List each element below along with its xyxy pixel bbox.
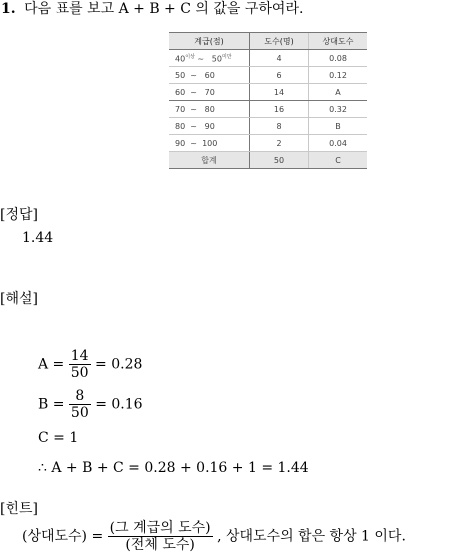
fraction-b: $\frac{8}{50}$ [70, 388, 89, 421]
frequency: 8 [250, 118, 309, 135]
table-row [169, 101, 367, 118]
frequency: 4 [250, 50, 309, 67]
relative-frequency: 0.32 [309, 101, 368, 118]
question-number: 1. [1, 1, 16, 17]
answer-label: [정답] [0, 207, 38, 223]
table-row [169, 118, 367, 135]
solution-c-equation: C = 1 [38, 430, 79, 446]
relative-frequency: 0.08 [309, 50, 368, 67]
solution-sum-equation: ∴ A + B + C = 0.28 + 0.16 + 1 = 1.44 [38, 460, 309, 476]
frequency: 6 [250, 67, 309, 84]
frequency: 14 [250, 84, 309, 101]
total-frequency: 50 [250, 152, 309, 169]
question [1, 0, 303, 18]
answer-value: 1.44 [22, 230, 54, 246]
class-range: 50 ~ 60 [169, 67, 250, 84]
hint-fraction: $\frac{\text{(그 계급의 도수)}}{\text{(전체 도수)}}$ [109, 520, 211, 553]
frequency-table [169, 32, 367, 169]
table-row [169, 135, 367, 152]
class-range: 60 ~ 70 [169, 84, 250, 101]
header-class: 계급(점) [169, 33, 250, 50]
fraction-a: $\frac{14}{50}$ [70, 348, 89, 381]
class-range: 80 ~ 90 [169, 118, 250, 135]
solution-label: [해설] [0, 291, 38, 307]
table-header-row [169, 33, 367, 50]
header-relative-frequency: 상대도수 [309, 33, 368, 50]
table-row [169, 50, 367, 67]
relative-frequency: 0.04 [309, 135, 368, 152]
hint-formula: (상대도수) = $\frac{\text{(그 계급의 도수)}}{\text{(전체 도수)}}$ , 상대도수의 합은 항상 1 이다. [22, 520, 406, 553]
solution-b-equation: B = $\frac{8}{50}$ = 0.16 [38, 388, 143, 421]
header-frequency: 도수(명) [250, 33, 309, 50]
table-row [169, 84, 367, 101]
relative-frequency: 0.12 [309, 67, 368, 84]
class-range: 70 ~ 80 [169, 101, 250, 118]
table-total-row [169, 152, 367, 169]
frequency: 16 [250, 101, 309, 118]
frequency: 2 [250, 135, 309, 152]
solution-a-equation: A = $\frac{14}{50}$ = 0.28 [38, 348, 143, 381]
class-range: 90 ~ 100 [169, 135, 250, 152]
class-range: $40^{이상}$ ~ $50^{미만}$ [169, 50, 250, 67]
relative-frequency: A [309, 84, 368, 101]
relative-frequency: B [309, 118, 368, 135]
question-text: 다음 표를 보고 A + B + C 의 값을 구하여라. [24, 1, 304, 17]
hint-label: [힌트] [0, 501, 38, 517]
table-row [169, 67, 367, 84]
total-label: 합계 [169, 152, 250, 169]
total-relative-frequency: C [309, 152, 368, 169]
